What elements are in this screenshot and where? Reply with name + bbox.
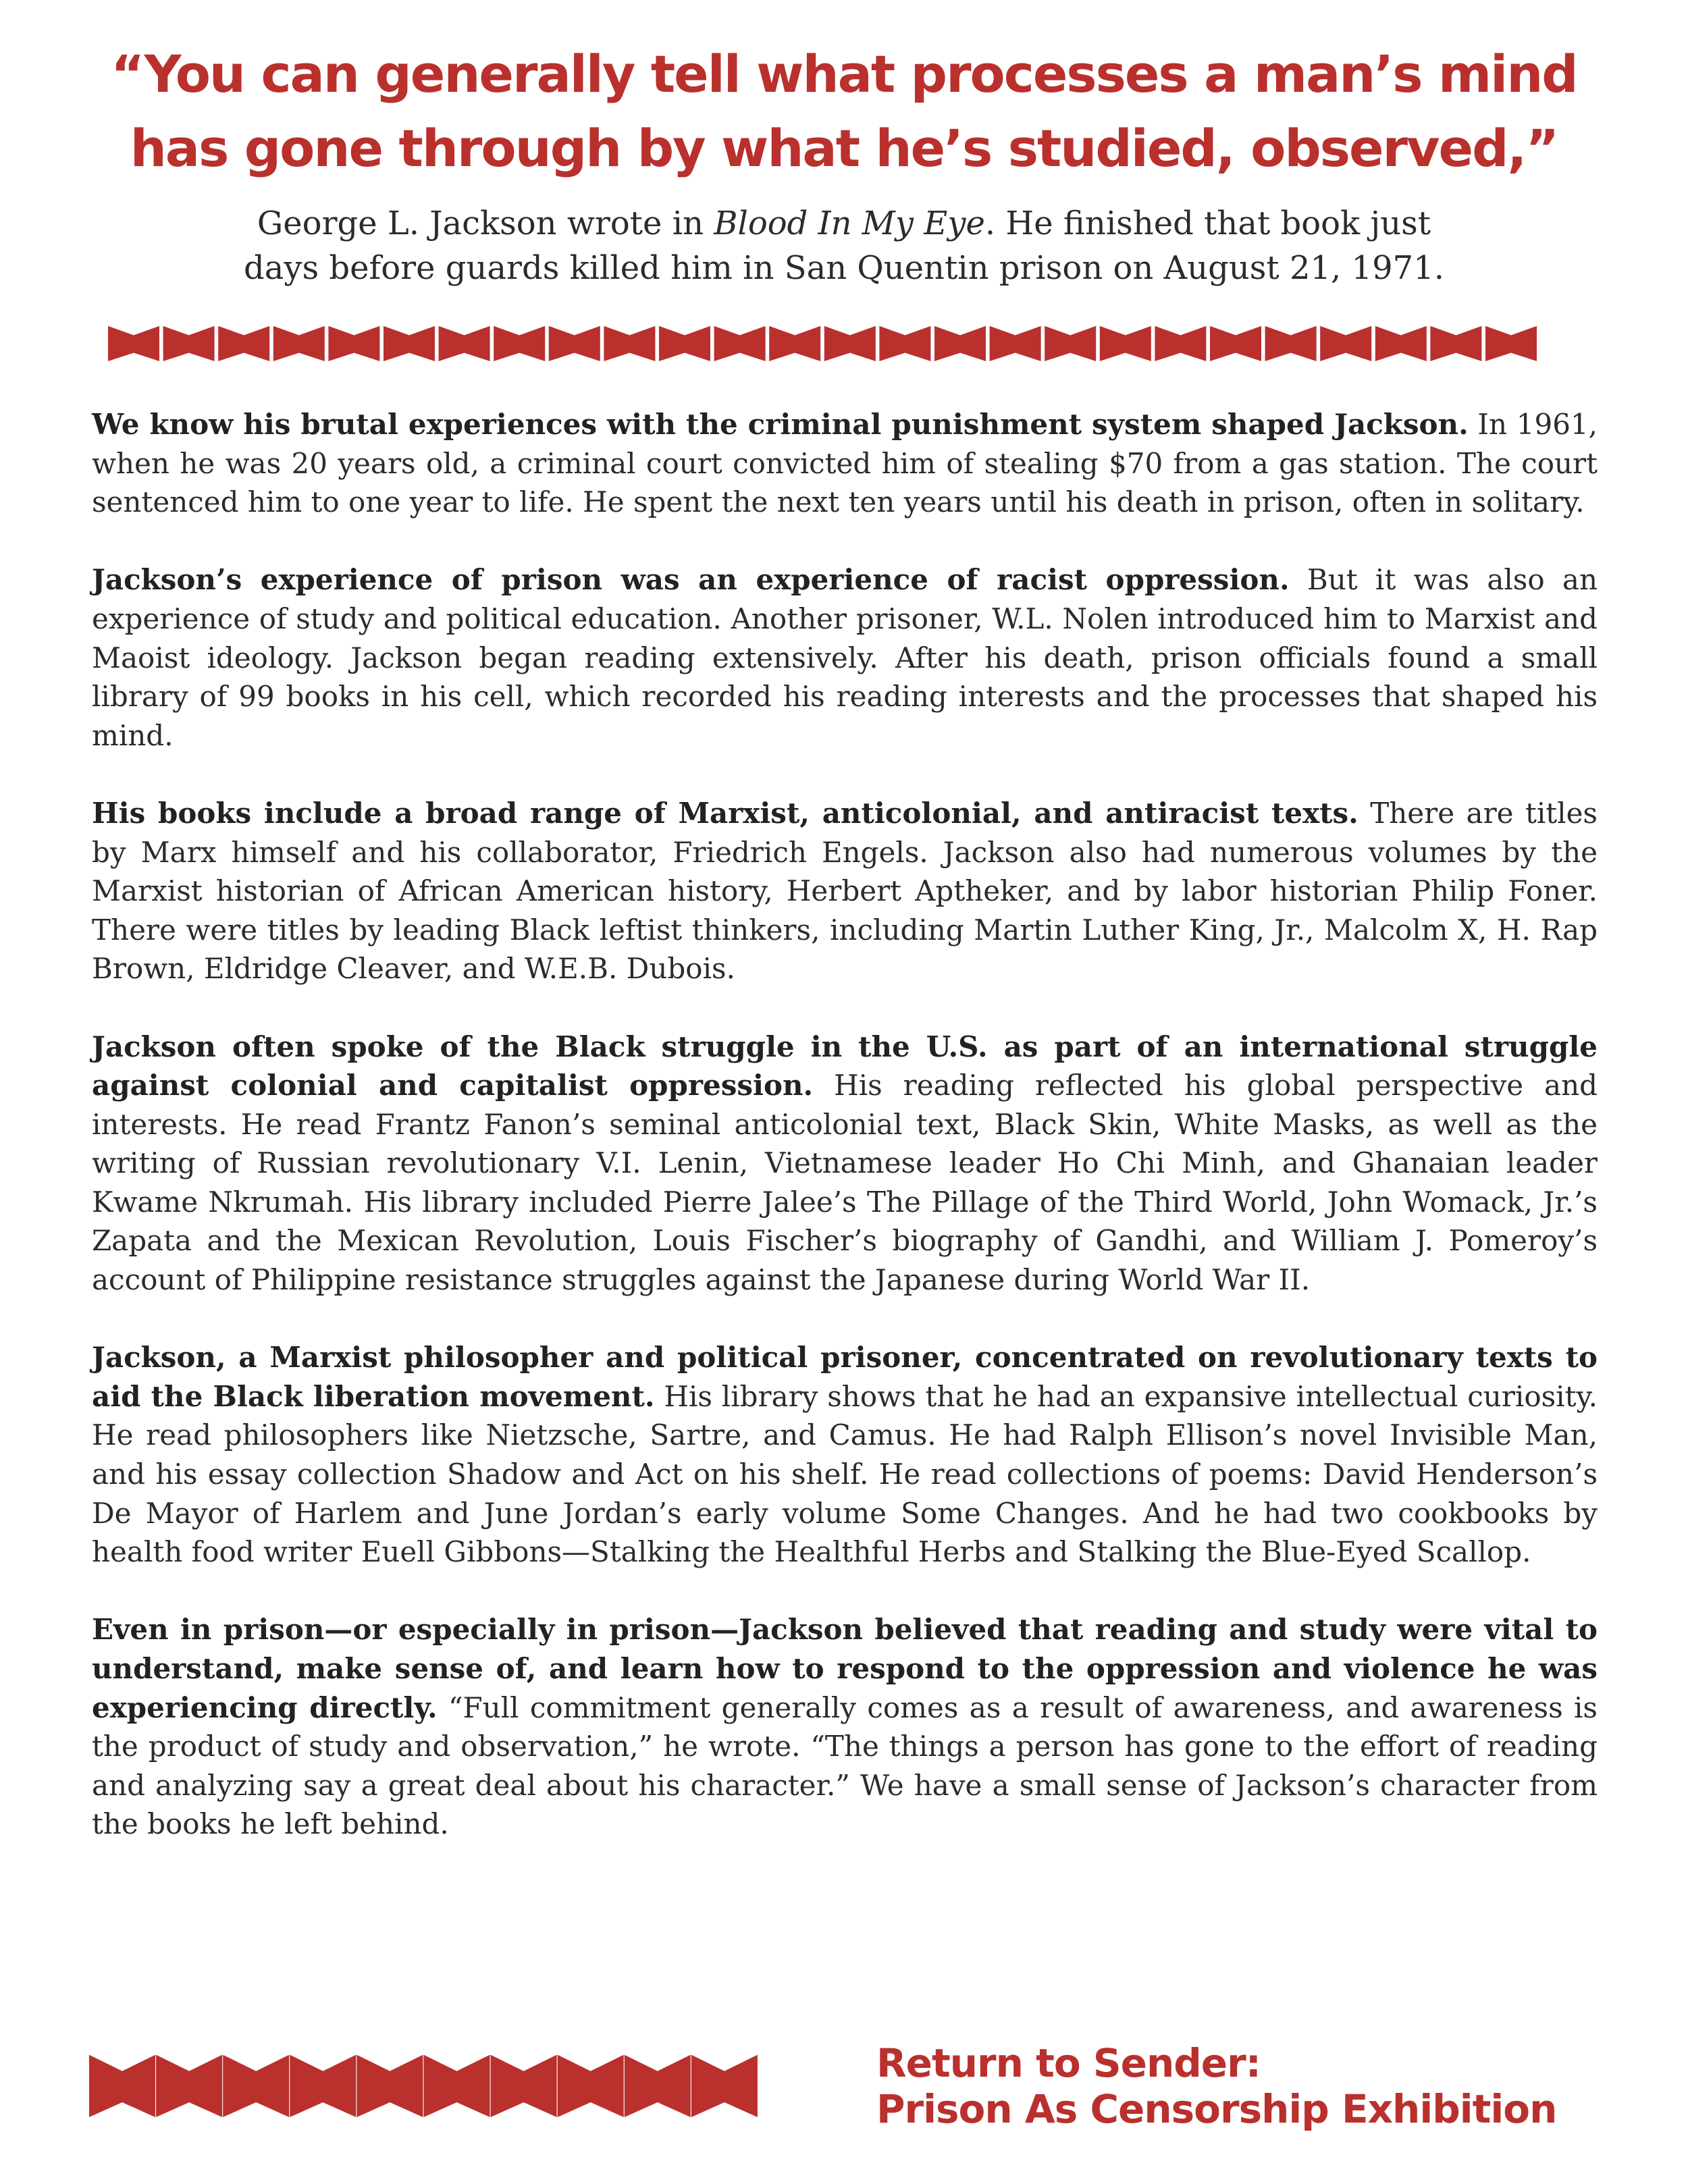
open-book-icon bbox=[494, 326, 545, 361]
open-book-icon bbox=[156, 2055, 222, 2117]
open-book-icon bbox=[1155, 326, 1206, 361]
open-book-icon bbox=[549, 326, 600, 361]
open-book-icon bbox=[163, 326, 215, 361]
paragraph-lead: His books include a broad range of Marxist, anticolonial, and antiracist texts. bbox=[92, 796, 1359, 830]
open-book-icon bbox=[934, 326, 986, 361]
paragraph-6 bbox=[92, 1610, 1598, 1844]
open-book-icon bbox=[1100, 326, 1151, 361]
headline-line-1: “You can generally tell what processes a man’s mind bbox=[111, 44, 1577, 104]
paragraph-3 bbox=[92, 794, 1598, 988]
paragraph-lead: Jackson often spoke of the Black struggle in the U.S. as part of an international struggle against colonial and capitalist oppression. bbox=[92, 1030, 1598, 1102]
paragraph-body: There are titles by Marx himself and his collaborator, Friedrich Engels. Jackson also had numerous volumes by the Marxist historian of African American history, Herbert Aptheker, and by labor historian Philip Foner. There were titles by leading Black leftist thinkers, including Martin Luther King, Jr., Malcolm X, H. Rap Brown, Eldridge Cleaver, and W.E.B. Dubois. bbox=[92, 796, 1598, 986]
open-book-icon bbox=[990, 326, 1041, 361]
exhibition-title-line-2: Prison As Censorship Exhibition bbox=[876, 2086, 1557, 2132]
paragraph-body: His library shows that he had an expansive intellectual curiosity. He read philosophers like Nietzsche, Sartre, and Camus. He had Ralph Ellison’s novel Invisible Man, and his essay collection Shadow and Act on his shelf. He read collections of poems: David Henderson’s De Mayor of Harlem and June Jordan’s early volume Some Changes. And he had two cookbooks by health food writer Euell Gibbons—Stalking the Healthful Herbs and Stalking the Blue-Eyed Scallop. bbox=[92, 1379, 1598, 1569]
open-book-icon bbox=[491, 2055, 557, 2117]
book-title: Blood In My Eye bbox=[714, 205, 985, 242]
open-book-icon bbox=[604, 326, 655, 361]
open-book-icon bbox=[1375, 326, 1427, 361]
open-book-icon bbox=[89, 2055, 155, 2117]
open-book-band-bottom bbox=[89, 2043, 825, 2117]
open-book-icon bbox=[223, 2055, 289, 2117]
paragraph-body: “Full commitment generally comes as a result of awareness, and awareness is the product of study and observation,” he wrote. “The things a person has gone to the effort of reading and analyzing say a great deal about his character.” We have a small sense of Jackson’s character from the books he left behind. bbox=[92, 1690, 1598, 1841]
paragraph-body: But it was also an experience of study and political education. Another prisoner, W.L. Nolen introduced him to Marxist and Maoist ideology. Jackson began reading extensively. After his death, prison officials found a small library of 99 books in his cell, which recorded his reading interests and the processes that shaped his mind. bbox=[92, 563, 1598, 752]
paragraph-5 bbox=[92, 1338, 1598, 1572]
open-book-icon bbox=[558, 2055, 624, 2117]
attribution-pre: George L. Jackson wrote in bbox=[257, 205, 714, 242]
headline-line-2: has gone through by what he’s studied, observed,” bbox=[130, 118, 1558, 178]
open-book-icon bbox=[290, 2055, 356, 2117]
open-book-icon bbox=[273, 326, 325, 361]
open-book-icon bbox=[879, 326, 930, 361]
open-book-icon bbox=[108, 326, 159, 361]
open-book-icon bbox=[714, 326, 766, 361]
paragraph-2 bbox=[92, 560, 1598, 755]
open-book-icon bbox=[1265, 326, 1317, 361]
open-book-band-top bbox=[108, 319, 1580, 361]
body-text bbox=[92, 405, 1598, 1844]
paragraph-body: His reading reflected his global perspective and interests. He read Frantz Fanon’s seminal anticolonial text, Black Skin, White Masks, as well as the writing of Russian revolutionary V.I. Lenin, Vietnamese leader Ho Chi Minh, and Ghanaian leader Kwame Nkrumah. His library included Pierre Jalee’s The Pillage of the Third World, John Womack, Jr.’s Zapata and the Mexican Revolution, Louis Fischer’s biography of Gandhi, and William J. Pomeroy’s account of Philippine resistance struggles against the Japanese during World War II. bbox=[92, 1069, 1598, 1297]
open-book-icon bbox=[1320, 326, 1371, 361]
open-book-icon bbox=[691, 2055, 758, 2117]
attribution-line-1 bbox=[135, 201, 1553, 246]
paragraph-1 bbox=[92, 405, 1598, 522]
headline-quote bbox=[81, 37, 1607, 186]
open-book-icon bbox=[769, 326, 820, 361]
attribution-line-2: days before guards killed him in San Quentin prison on August 21, 1971. bbox=[244, 249, 1444, 287]
open-book-icon bbox=[328, 326, 379, 361]
paragraph-body: In 1961, when he was 20 years old, a criminal court convicted him of stealing $70 from a gas station. The court sentenced him to one year to life. He spent the next ten years until his death in prison, often in solitary. bbox=[92, 408, 1598, 519]
open-book-icon bbox=[824, 326, 876, 361]
open-book-icon bbox=[424, 2055, 490, 2117]
exhibition-title-line-1: Return to Sender: bbox=[876, 2040, 1261, 2086]
open-book-icon bbox=[439, 326, 490, 361]
open-book-icon bbox=[625, 2055, 691, 2117]
quote-attribution bbox=[135, 201, 1553, 290]
paragraph-lead: Jackson’s experience of prison was an experience of racist oppression. bbox=[92, 563, 1290, 597]
open-book-icon bbox=[1430, 326, 1481, 361]
paragraph-lead: We know his brutal experiences with the criminal punishment system shaped Jackson. bbox=[92, 408, 1469, 441]
open-book-icon bbox=[1485, 326, 1537, 361]
open-book-icon bbox=[218, 326, 269, 361]
attribution-post: . He finished that book just bbox=[984, 205, 1431, 242]
open-book-icon bbox=[384, 326, 435, 361]
paragraph-4 bbox=[92, 1028, 1598, 1300]
paragraph-lead: Even in prison—or especially in prison—Jackson believed that reading and study were vital to understand, make sense of, and learn how to respond to the oppression and violence he was experiencing directly. bbox=[92, 1613, 1598, 1724]
open-book-icon bbox=[357, 2055, 423, 2117]
open-book-icon bbox=[1210, 326, 1261, 361]
paragraph-lead: Jackson, a Marxist philosopher and political prisoner, concentrated on revolutionary texts to aid the Black liberation movement. bbox=[92, 1341, 1598, 1413]
open-book-icon bbox=[659, 326, 710, 361]
exhibition-title bbox=[876, 2040, 1619, 2132]
open-book-icon bbox=[1045, 326, 1096, 361]
